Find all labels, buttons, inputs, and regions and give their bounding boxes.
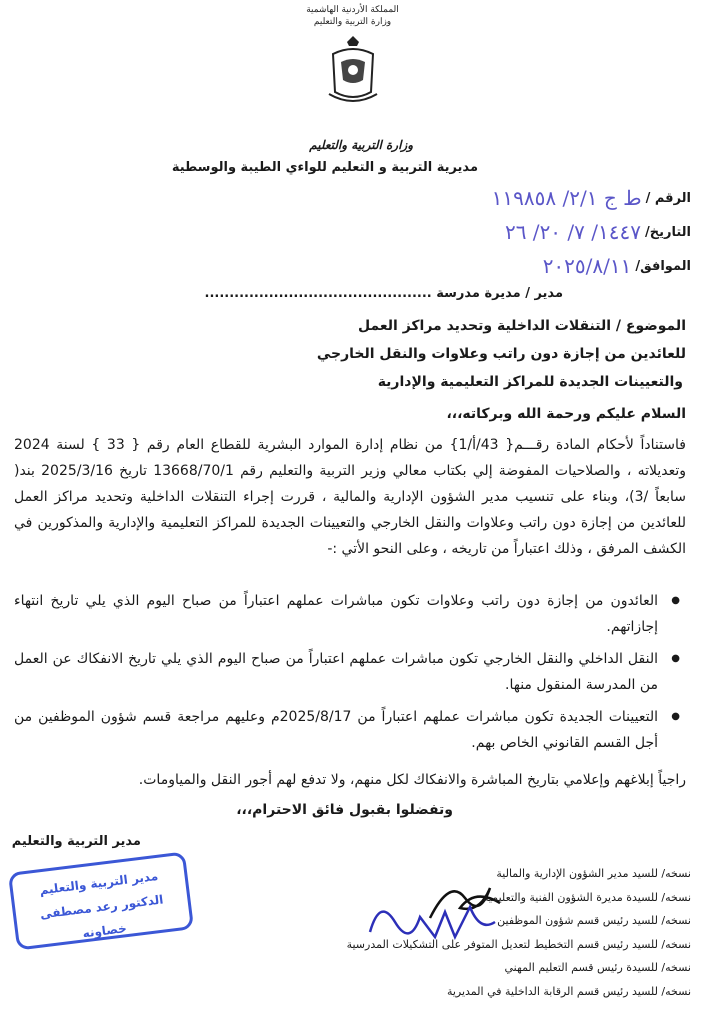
date-row	[505, 220, 691, 244]
corresponding-date-row	[543, 254, 691, 278]
reference-number-value: ط ج ٢/١/ ١١٩٨٥٨	[491, 186, 642, 210]
subject-line-1: الموضوع / التنقلات الداخلية وتحديد مراكز العمل	[357, 318, 686, 334]
list-item: ● التعيينات الجديدة تكون مباشرات عملهم اعتباراً من 2025/8/17م وعليهم مراجعة قسم شؤون الموظفين من أجل القسم القانوني الخاص بهم.	[14, 704, 686, 756]
stamp-name: الدكتور رعد مصطفى خصاونه	[39, 892, 165, 941]
body-paragraph: فاستناداً لأحكام المادة رقـــم{ 43/أ/1} من نظام إدارة الموارد البشرية للقطاع العام رقم { 33 } لسنة 2024 وتعديلاته ، والصلاحيات المفوضة إلي بكتاب معالي وزير التربية والتعليم رقم 13668/70/1 تاريخ 2025/3/16 بند( سابعاً /3)، وبناء على تنسيب مدير الشؤون الإدارية والمالية ، قررت إجراء التنقلات الداخلية وتحديد مراكز العمل للعائدين من إجازة دون راتب وعلاوات والنقل الخارجي والتعيينات الجديدة للمراكز التعليمية والإدارية والمذكورين في الكشف المرفق ، وذلك اعتباراً من تاريخه ، وعلى النحو الأتي :-	[14, 437, 686, 557]
date-label: التاريخ/	[644, 224, 691, 240]
decision-list	[14, 588, 686, 762]
header-small-text	[300, 4, 405, 30]
closing-paragraph: راجياً إبلاغهم وإعلامي بتاريخ المباشرة والانفكاك لكل منهم، ولا تدفع لهم أجور النقل والمياومات.	[138, 772, 686, 788]
subject-line-3: والتعيينات الجديدة للمراكز التعليمية والإدارية	[377, 374, 683, 390]
recipient-line: مدير / مديرة مدرسة ..............................................	[204, 286, 563, 301]
official-stamp	[8, 851, 194, 950]
reference-number-label: الرقم /	[645, 190, 691, 206]
copies-list	[347, 862, 691, 1003]
reference-number-row	[492, 186, 691, 210]
ministry-small-text: ﻭﺯﺍﺭﺓ ﺍﻟﺘﺮﺑﻴﺔ ﻭﺍﻟﺘﻌﻠﻴﻢ	[313, 17, 392, 27]
thanks-line: وتفضلوا بقبول فائق الاحترام،،،	[236, 802, 453, 818]
list-item: نسخه/ للسيدة مديرة الشؤون الفنية والتعليمية	[483, 890, 691, 904]
greeting: السلام عليكم ورحمة الله وبركاته،،،	[446, 406, 686, 422]
corresponding-date-label: الموافق/	[635, 258, 691, 274]
list-item: ● النقل الداخلي والنقل الخارجي تكون مباشرات عملهم اعتباراً من صباح اليوم الذي يلي تاريخ الانفكاك عن العمل من المدرسة المنقول منها.	[14, 646, 686, 698]
date-value: ١٤٤٧/ ٧/ ٢٠/ ٢٦	[504, 220, 641, 244]
kingdom-text: ﺍﻟﻤﻤﻠﻜﺔ ﺍﻷﺭﺩﻧﻴﺔ ﺍﻟﻬﺎﺷﻤﻴﺔ	[306, 5, 399, 15]
directorate-name: مديرية التربية و التعليم للواءي الطيبة والوسطية	[171, 160, 478, 175]
corresponding-date-value: ٢٠٢٥/٨/١١	[542, 254, 632, 278]
coat-of-arms-icon	[327, 36, 379, 106]
ministry-name: وزارة التربية والتعليم	[309, 138, 413, 152]
director-title: مدير التربية والتعليم	[11, 834, 141, 849]
list-item: نسخه/ للسيد رئيس قسم شؤون الموظفين	[497, 914, 691, 927]
list-item: نسخه/ للسيد رئيس قسم التخطيط لتعديل المتوفر على التشكيلات المدرسية	[346, 937, 691, 951]
subject-line-2: للعائدين من إجازة دون راتب وعلاوات والنقل الخارجي	[316, 346, 686, 362]
list-item: نسخه/ للسيد مدير الشؤون الإدارية والمالية	[496, 867, 691, 880]
stamp-title: مدير التربية والتعليم	[38, 868, 159, 898]
list-item: نسخه/ للسيدة رئيس قسم التعليم المهني	[504, 961, 691, 974]
list-item: ● العائدون من إجازة دون راتب وعلاوات تكون مباشرات عملهم اعتباراً من صباح اليوم الذي يلي تاريخ انتهاء إجازاتهم.	[14, 588, 686, 640]
list-item: نسخه/ للسيد رئيس قسم الرقابة الداخلية في المديرية	[446, 984, 691, 998]
